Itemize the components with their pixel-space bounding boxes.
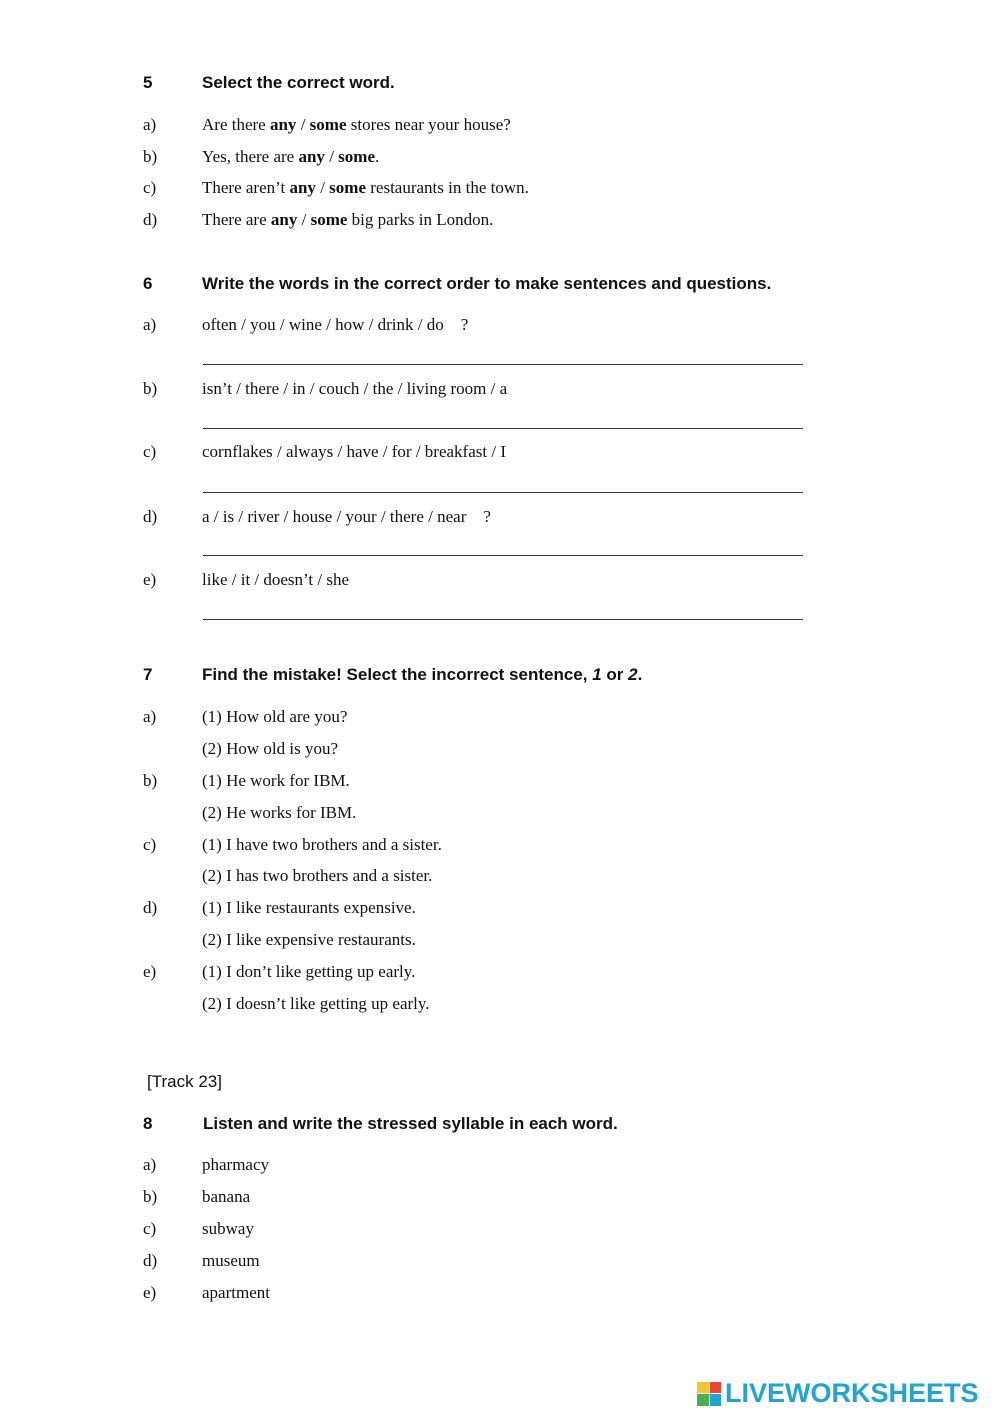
ex8-letter: a)	[143, 1155, 157, 1174]
ex6-prompt: cornflakes / always / have / for / breakfast / I	[202, 442, 506, 461]
ex5-item	[202, 147, 379, 167]
ex5-text: There aren’t	[202, 178, 290, 197]
ex7-sentence-1[interactable]: (1) How old are you?	[202, 707, 348, 726]
exercise-8-number: 8	[143, 1114, 153, 1133]
ex5-item	[202, 115, 511, 135]
ex7-title-option-2: 2	[628, 665, 638, 684]
ex7-letter: b)	[143, 771, 158, 790]
ex8-letter: d)	[143, 1251, 158, 1270]
ex6-prompt: often / you / wine / how / drink / do ?	[202, 315, 469, 334]
ex6-letter: b)	[143, 379, 158, 398]
ex5-text: Are there	[202, 115, 270, 134]
ex5-letter: b)	[143, 147, 158, 166]
ex7-title-text: or	[601, 665, 629, 684]
ex7-sentence-2[interactable]: (2) He works for IBM.	[202, 803, 357, 822]
ex8-word[interactable]: subway	[202, 1219, 254, 1238]
ex5-text: There are	[202, 210, 271, 229]
ex7-letter: d)	[143, 898, 158, 917]
ex7-letter: a)	[143, 707, 157, 726]
ex6-letter: d)	[143, 507, 158, 526]
liveworksheets-logo[interactable]	[697, 1378, 979, 1409]
ex5-option-any[interactable]: any	[270, 210, 298, 229]
ex8-letter: c)	[143, 1219, 157, 1238]
ex7-sentence-2[interactable]: (2) I like expensive restaurants.	[202, 930, 416, 949]
exercise-8-title: Listen and write the stressed syllable in each word.	[203, 1114, 618, 1133]
exercise-7-number: 7	[143, 665, 153, 684]
ex5-option-some[interactable]: some	[309, 115, 347, 134]
exercise-6-number: 6	[143, 274, 153, 293]
ex5-separator: /	[315, 178, 330, 197]
ex5-text: big parks in London.	[347, 210, 494, 229]
ex7-title-text: Find the mistake! Select the incorrect sentence,	[202, 665, 593, 684]
ex7-sentence-1[interactable]: (1) I don’t like getting up early.	[202, 962, 416, 981]
ex5-item	[202, 210, 493, 230]
ex7-title-text: .	[637, 665, 643, 684]
ex7-title-option-1: 1	[592, 665, 602, 684]
audio-track-label: [Track 23]	[147, 1072, 222, 1091]
logo-text: LIVEWORKSHEETS	[725, 1378, 979, 1408]
ex5-separator: /	[296, 115, 310, 134]
ex6-answer-line[interactable]	[203, 364, 803, 365]
ex5-letter: c)	[143, 178, 157, 197]
ex7-sentence-1[interactable]: (1) I have two brothers and a sister.	[202, 835, 442, 854]
exercise-6-title: Write the words in the correct order to make sentences and questions.	[202, 274, 772, 293]
ex5-text: restaurants in the town.	[366, 178, 529, 197]
ex5-option-any[interactable]: any	[269, 115, 297, 134]
ex8-word[interactable]: apartment	[202, 1283, 270, 1302]
ex8-word[interactable]: pharmacy	[202, 1155, 270, 1174]
ex5-item	[202, 178, 529, 198]
exercise-5-title: Select the correct word.	[202, 73, 395, 92]
ex5-text: .	[375, 147, 380, 166]
ex6-answer-line[interactable]	[203, 492, 803, 493]
ex8-letter: e)	[143, 1283, 157, 1302]
ex6-answer-line[interactable]	[203, 619, 803, 620]
ex7-sentence-1[interactable]: (1) He work for IBM.	[202, 771, 350, 790]
ex6-prompt: isn’t / there / in / couch / the / living room / a	[202, 379, 508, 398]
ex7-sentence-2[interactable]: (2) I doesn’t like getting up early.	[202, 994, 430, 1013]
ex7-sentence-1[interactable]: (1) I like restaurants expensive.	[202, 898, 416, 917]
ex5-separator: /	[297, 210, 311, 229]
ex6-letter: e)	[143, 570, 157, 589]
ex5-separator: /	[324, 147, 339, 166]
ex8-word[interactable]: museum	[202, 1251, 260, 1270]
ex5-option-some[interactable]: some	[329, 178, 366, 197]
ex5-option-some[interactable]: some	[310, 210, 348, 229]
ex5-text: Yes, there are	[202, 147, 299, 166]
exercise-5-number: 5	[143, 73, 153, 92]
ex7-sentence-2[interactable]: (2) How old is you?	[202, 739, 338, 758]
ex7-letter: e)	[143, 962, 157, 981]
ex6-letter: a)	[143, 315, 157, 334]
ex6-answer-line[interactable]	[203, 555, 803, 556]
ex8-letter: b)	[143, 1187, 158, 1206]
logo-mark-icon	[697, 1382, 721, 1406]
ex5-text: stores near your house?	[346, 115, 511, 134]
ex5-option-any[interactable]: any	[298, 147, 325, 166]
ex5-option-any[interactable]: any	[289, 178, 316, 197]
ex5-letter: d)	[143, 210, 158, 229]
ex7-letter: c)	[143, 835, 157, 854]
ex6-prompt: like / it / doesn’t / she	[202, 570, 350, 589]
ex6-letter: c)	[143, 442, 157, 461]
ex5-letter: a)	[143, 115, 157, 134]
ex5-option-some[interactable]: some	[338, 147, 375, 166]
ex6-answer-line[interactable]	[203, 428, 803, 429]
exercise-7-title	[202, 665, 642, 685]
ex8-word[interactable]: banana	[202, 1187, 251, 1206]
ex6-prompt: a / is / river / house / your / there / near ?	[202, 507, 491, 526]
ex7-sentence-2[interactable]: (2) I has two brothers and a sister.	[202, 866, 433, 885]
